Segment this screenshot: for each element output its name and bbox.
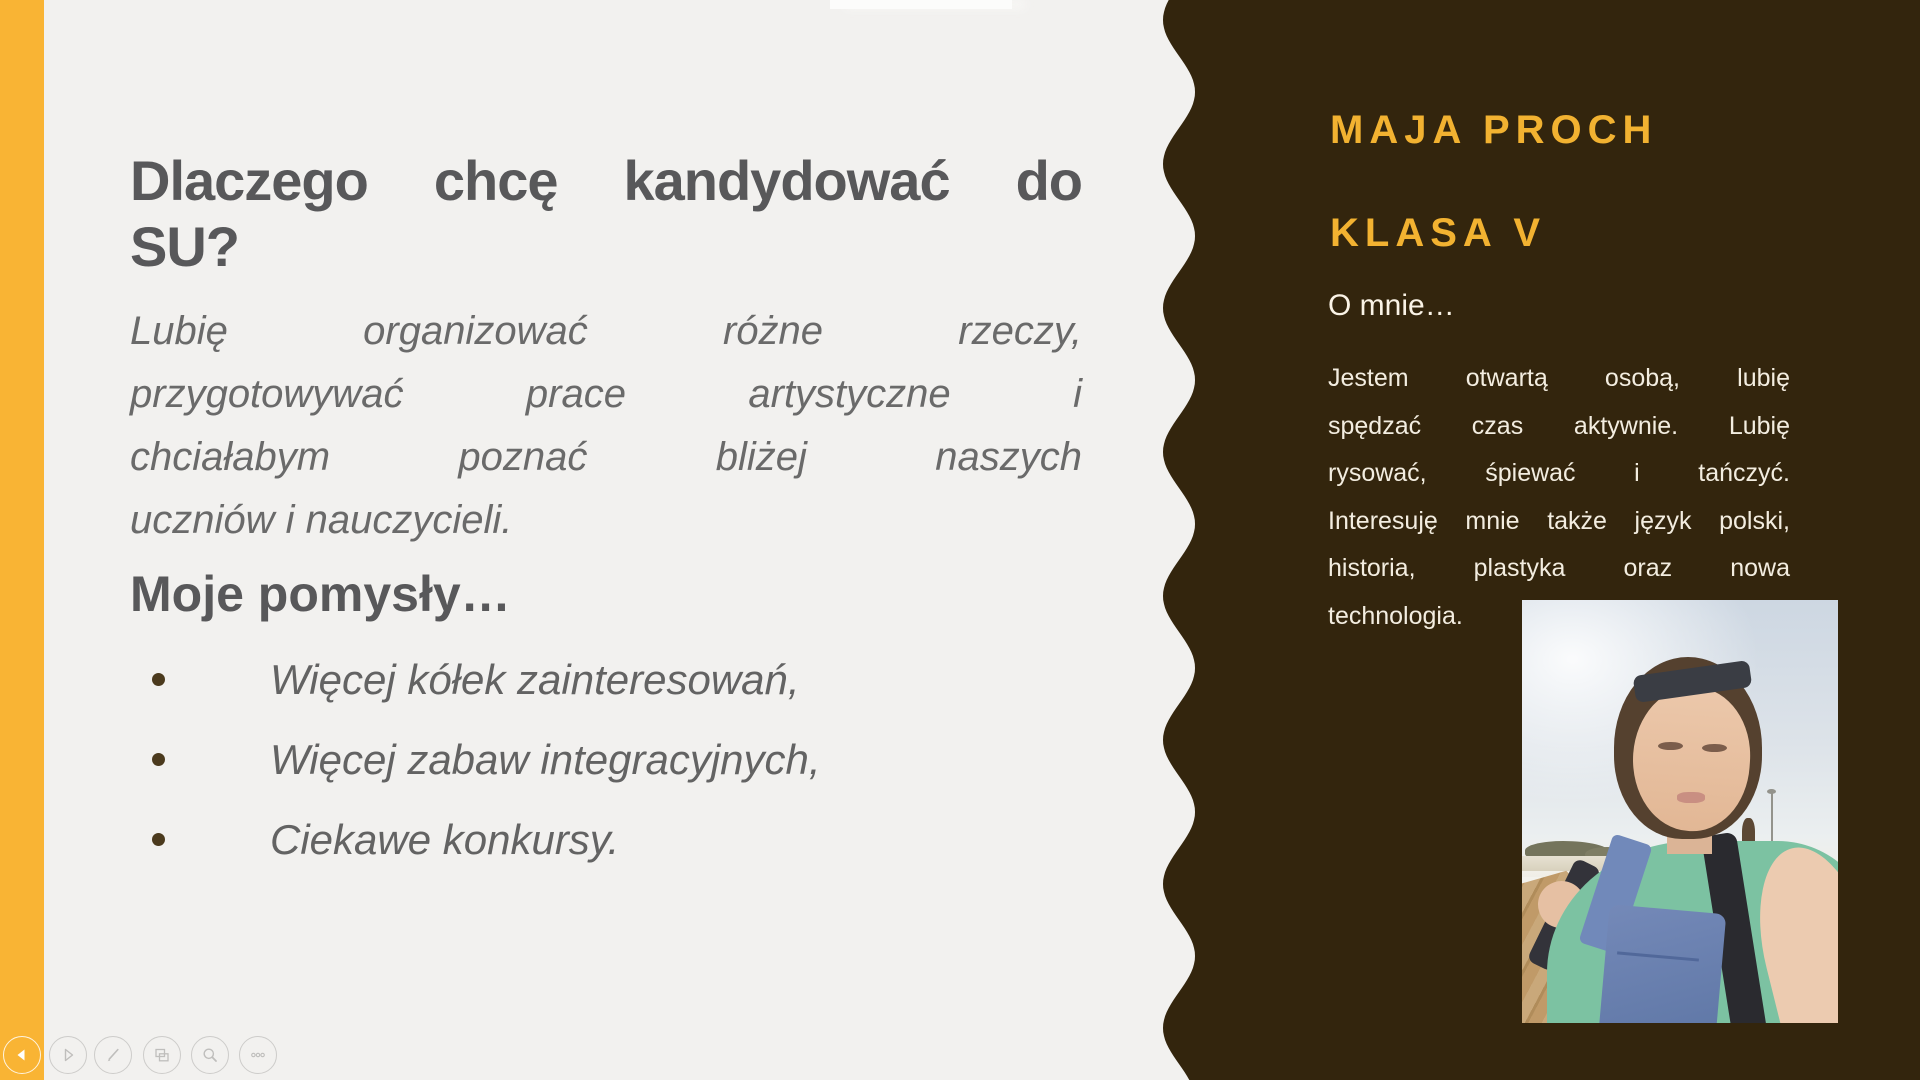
pen-button[interactable] [94, 1036, 132, 1074]
list-item [130, 640, 1082, 720]
next-slide-icon [58, 1045, 78, 1065]
top-light-strip [830, 0, 1012, 9]
about-heading: O mnie… [1328, 289, 1455, 322]
intro-line: przygotowywać prace artystyczne i [130, 372, 1082, 416]
accent-stripe [0, 0, 44, 1080]
subheading: Moje pomysły… [130, 566, 511, 622]
about-line: spędzać czas aktywnie. Lubię [1328, 411, 1790, 440]
slide-sorter-icon [152, 1045, 172, 1065]
photo-lips [1677, 792, 1705, 802]
bullet-text: Więcej zabaw integracyjnych, [270, 736, 821, 783]
bullet-text: Więcej kółek zainteresowań, [270, 656, 800, 703]
intro-line: Lubię organizować różne rzeczy, [130, 309, 1082, 353]
intro-paragraph [130, 300, 1082, 552]
about-line: rysować, śpiewać i tańczyć. [1328, 459, 1790, 487]
bullet-dot-icon [152, 833, 165, 846]
previous-slide-icon [12, 1045, 32, 1065]
bullet-dot-icon [152, 753, 165, 766]
slide-sorter-button[interactable] [143, 1036, 181, 1074]
about-paragraph [1328, 355, 1790, 640]
next-slide-button[interactable] [49, 1036, 87, 1074]
more-options-icon [248, 1045, 268, 1065]
student-name: MAJA PROCH [1330, 108, 1658, 152]
photo-overalls-bib [1599, 904, 1727, 1023]
about-line: Jestem otwartą osobą, lubię [1328, 364, 1790, 392]
photo-eye [1658, 742, 1683, 750]
photo-lamp-head [1767, 789, 1776, 794]
intro-line: uczniów i nauczycieli. [130, 498, 513, 542]
previous-slide-button[interactable] [3, 1036, 41, 1074]
slide-title-line: Dlaczego chcę kandydować do [130, 149, 1082, 212]
slide-title-line: SU? [130, 215, 239, 278]
about-line: Interesuję mnie także język polski, [1328, 506, 1790, 535]
pen-icon [103, 1045, 123, 1065]
intro-line: chciałabym poznać bliżej naszych [130, 435, 1082, 479]
list-item [130, 800, 1082, 880]
about-line: technologia. [1328, 601, 1463, 630]
zoom-button[interactable] [191, 1036, 229, 1074]
slide-title [130, 148, 1082, 280]
bullet-dot-icon [152, 673, 165, 686]
profile-photo [1522, 600, 1838, 1023]
bullet-list [130, 640, 1082, 880]
list-item [130, 720, 1082, 800]
bullet-text: Ciekawe konkursy. [270, 816, 620, 863]
about-line: historia, plastyka oraz nowa [1328, 554, 1790, 582]
student-class: KLASA V [1330, 211, 1547, 255]
zoom-icon [200, 1045, 220, 1065]
more-options-button[interactable] [239, 1036, 277, 1074]
